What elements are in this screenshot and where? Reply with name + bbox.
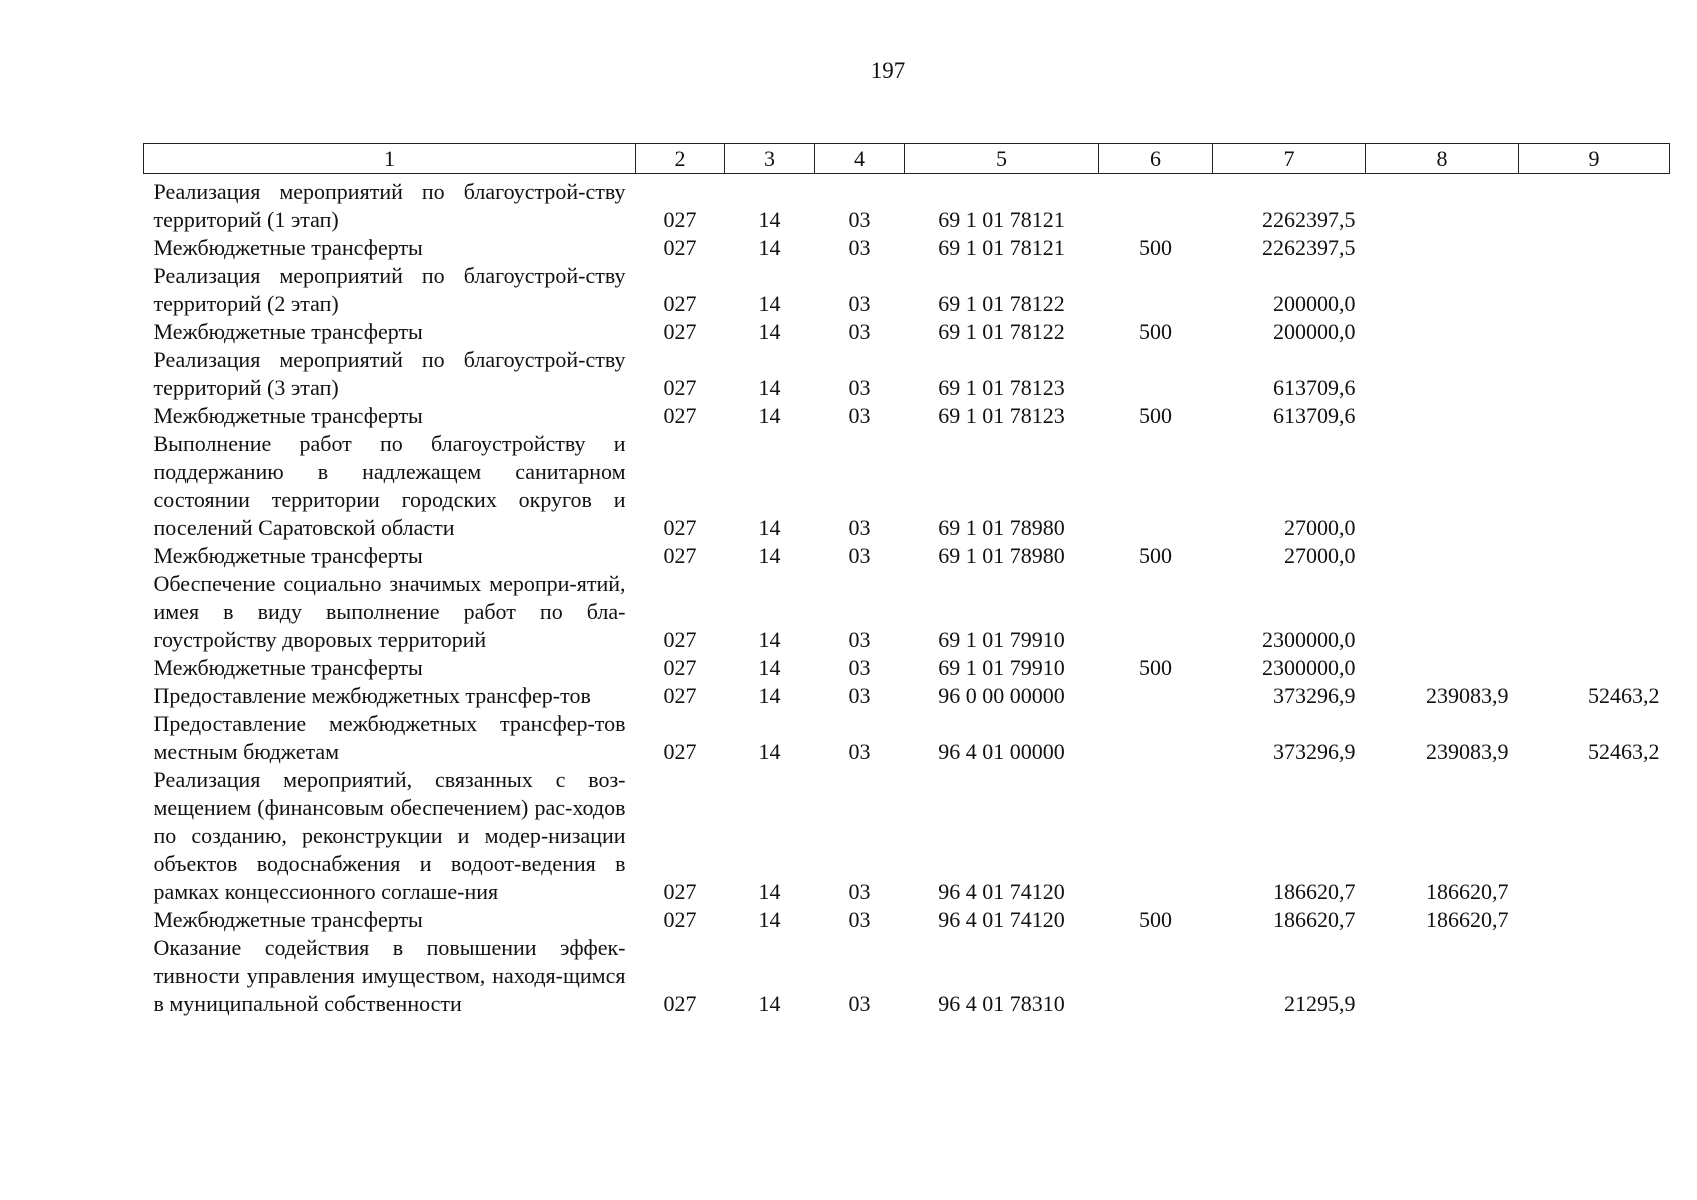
page-number: 197 xyxy=(870,58,906,83)
cell-section: 14 xyxy=(758,319,781,344)
cell-amount-9 xyxy=(1519,934,1670,1018)
cell-amount-9: 52463,2 xyxy=(1588,683,1660,708)
cell-subsection: 03 xyxy=(848,879,871,904)
cell-amount-7: 27000,0 xyxy=(1284,515,1356,540)
cell-section: 14 xyxy=(758,291,781,316)
cell-amount-9 xyxy=(1519,542,1670,570)
cell-amount-8: 239083,9 xyxy=(1426,683,1509,708)
cell-amount-9 xyxy=(1519,318,1670,346)
cell-section: 14 xyxy=(758,235,781,260)
cell-amount-9 xyxy=(1519,906,1670,934)
table-row xyxy=(144,934,1670,1018)
cell-section: 14 xyxy=(758,543,781,568)
cell-expense-type: 500 xyxy=(1139,655,1172,680)
cell-amount-7: 2300000,0 xyxy=(1262,627,1356,652)
cell-target-article: 69 1 01 79910 xyxy=(938,655,1065,680)
cell-section: 14 xyxy=(758,907,781,932)
table-header xyxy=(144,144,1670,174)
cell-section: 14 xyxy=(758,879,781,904)
cell-amount-8: 186620,7 xyxy=(1426,879,1509,904)
cell-code-admin: 027 xyxy=(663,739,697,764)
table-row xyxy=(144,402,1670,430)
cell-expense-type xyxy=(1099,682,1213,710)
row-name: Обеспечение социально значимых меропри-ятий, имея в виду выполнение работ по бла-гоустройству дворовых территорий xyxy=(153,571,626,652)
cell-amount-8: 186620,7 xyxy=(1426,907,1509,932)
cell-code-admin: 027 xyxy=(663,291,697,316)
table-row xyxy=(144,654,1670,682)
cell-amount-8 xyxy=(1366,654,1519,682)
cell-subsection: 03 xyxy=(848,627,871,652)
cell-subsection: 03 xyxy=(848,683,871,708)
row-name: Межбюджетные трансферты xyxy=(153,403,423,428)
cell-expense-type: 500 xyxy=(1139,403,1172,428)
cell-subsection: 03 xyxy=(848,907,871,932)
table-row xyxy=(144,346,1670,402)
cell-amount-7: 27000,0 xyxy=(1284,543,1356,568)
cell-expense-type xyxy=(1099,346,1213,402)
cell-amount-8 xyxy=(1366,346,1519,402)
cell-target-article: 96 4 01 74120 xyxy=(938,879,1065,904)
cell-expense-type xyxy=(1099,766,1213,906)
cell-section: 14 xyxy=(758,207,781,232)
cell-target-article: 96 4 01 74120 xyxy=(938,907,1065,932)
cell-expense-type xyxy=(1099,570,1213,654)
table-row xyxy=(144,318,1670,346)
cell-code-admin: 027 xyxy=(663,683,697,708)
row-name: Межбюджетные трансферты xyxy=(153,235,423,260)
table-row xyxy=(144,542,1670,570)
cell-code-admin: 027 xyxy=(663,543,697,568)
cell-section: 14 xyxy=(758,515,781,540)
cell-subsection: 03 xyxy=(848,207,871,232)
cell-amount-7: 186620,7 xyxy=(1273,907,1356,932)
cell-subsection: 03 xyxy=(848,291,871,316)
cell-subsection: 03 xyxy=(848,319,871,344)
cell-section: 14 xyxy=(758,403,781,428)
cell-expense-type xyxy=(1099,430,1213,542)
table-row xyxy=(144,234,1670,262)
column-header: 1 xyxy=(144,144,636,174)
cell-section: 14 xyxy=(758,375,781,400)
cell-amount-9 xyxy=(1519,402,1670,430)
cell-expense-type xyxy=(1099,710,1213,766)
cell-amount-8 xyxy=(1366,542,1519,570)
cell-code-admin: 027 xyxy=(663,655,697,680)
cell-amount-8 xyxy=(1366,402,1519,430)
cell-expense-type xyxy=(1099,934,1213,1018)
cell-subsection: 03 xyxy=(848,375,871,400)
cell-expense-type xyxy=(1099,262,1213,318)
cell-subsection: 03 xyxy=(848,515,871,540)
cell-section: 14 xyxy=(758,627,781,652)
cell-amount-8: 239083,9 xyxy=(1426,739,1509,764)
cell-amount-7: 200000,0 xyxy=(1273,319,1356,344)
cell-target-article: 69 1 01 78122 xyxy=(938,319,1065,344)
row-name: Межбюджетные трансферты xyxy=(153,655,423,680)
cell-amount-8 xyxy=(1366,934,1519,1018)
cell-subsection: 03 xyxy=(848,655,871,680)
table-row xyxy=(144,262,1670,318)
table-row xyxy=(144,682,1670,710)
cell-code-admin: 027 xyxy=(663,879,697,904)
row-name: Выполнение работ по благоустройству и поддержанию в надлежащем санитарном состоянии территории городских округов и поселений Саратовской области xyxy=(153,431,626,540)
row-name: Предоставление межбюджетных трансфер-тов местным бюджетам xyxy=(153,711,626,764)
cell-amount-9 xyxy=(1519,346,1670,402)
cell-amount-7: 2300000,0 xyxy=(1262,655,1356,680)
budget-table xyxy=(143,143,1670,1018)
cell-subsection: 03 xyxy=(848,235,871,260)
cell-subsection: 03 xyxy=(848,739,871,764)
cell-amount-7: 2262397,5 xyxy=(1262,207,1356,232)
row-name: Реализация мероприятий по благоустрой-ству территорий (3 этап) xyxy=(153,347,626,400)
cell-subsection: 03 xyxy=(848,543,871,568)
cell-amount-8 xyxy=(1366,234,1519,262)
column-header: 8 xyxy=(1366,144,1519,174)
cell-code-admin: 027 xyxy=(663,235,697,260)
row-name: Оказание содействия в повышении эффек-тивности управления имуществом, находя-щимся в муниципальной собственности xyxy=(153,935,626,1016)
cell-code-admin: 027 xyxy=(663,627,697,652)
cell-amount-8 xyxy=(1366,174,1519,235)
cell-amount-7: 613709,6 xyxy=(1273,403,1356,428)
cell-target-article: 69 1 01 79910 xyxy=(938,627,1065,652)
row-name: Реализация мероприятий по благоустрой-ству территорий (2 этап) xyxy=(153,263,626,316)
cell-code-admin: 027 xyxy=(663,403,697,428)
cell-target-article: 69 1 01 78980 xyxy=(938,543,1065,568)
column-header: 5 xyxy=(905,144,1099,174)
cell-target-article: 96 0 00 00000 xyxy=(938,683,1065,708)
column-header: 6 xyxy=(1099,144,1213,174)
cell-code-admin: 027 xyxy=(663,907,697,932)
cell-section: 14 xyxy=(758,655,781,680)
cell-amount-7: 21295,9 xyxy=(1284,991,1356,1016)
cell-amount-9 xyxy=(1519,174,1670,235)
cell-amount-9: 52463,2 xyxy=(1588,739,1660,764)
cell-amount-8 xyxy=(1366,318,1519,346)
column-header: 7 xyxy=(1213,144,1366,174)
cell-amount-7: 186620,7 xyxy=(1273,879,1356,904)
cell-amount-7: 613709,6 xyxy=(1273,375,1356,400)
row-name: Межбюджетные трансферты xyxy=(153,907,423,932)
cell-target-article: 96 4 01 78310 xyxy=(938,991,1065,1016)
row-name: Реализация мероприятий, связанных с воз-мещением (финансовым обеспечением) рас-ходов по созданию, реконструкции и модер-низации объектов водоснабжения и водоот-ведения в рамках концессионного соглаше-ния xyxy=(153,767,626,904)
table-row xyxy=(144,570,1670,654)
cell-code-admin: 027 xyxy=(663,207,697,232)
row-name: Реализация мероприятий по благоустрой-ству территорий (1 этап) xyxy=(153,179,626,232)
cell-expense-type: 500 xyxy=(1139,235,1172,260)
column-header: 3 xyxy=(725,144,815,174)
cell-code-admin: 027 xyxy=(663,515,697,540)
cell-expense-type: 500 xyxy=(1139,543,1172,568)
cell-amount-7: 200000,0 xyxy=(1273,291,1356,316)
cell-expense-type: 500 xyxy=(1139,907,1172,932)
cell-amount-8 xyxy=(1366,570,1519,654)
row-name: Предоставление межбюджетных трансфер-тов xyxy=(153,683,591,708)
cell-code-admin: 027 xyxy=(663,375,697,400)
cell-section: 14 xyxy=(758,683,781,708)
header-row xyxy=(144,144,1670,174)
cell-target-article: 96 4 01 00000 xyxy=(938,739,1065,764)
cell-section: 14 xyxy=(758,991,781,1016)
column-header: 9 xyxy=(1519,144,1670,174)
row-name: Межбюджетные трансферты xyxy=(153,543,423,568)
cell-amount-7: 2262397,5 xyxy=(1262,235,1356,260)
cell-amount-7: 373296,9 xyxy=(1273,683,1356,708)
cell-subsection: 03 xyxy=(848,991,871,1016)
column-header: 4 xyxy=(815,144,905,174)
cell-target-article: 69 1 01 78980 xyxy=(938,515,1065,540)
table-row xyxy=(144,174,1670,235)
cell-amount-9 xyxy=(1519,262,1670,318)
cell-expense-type: 500 xyxy=(1139,319,1172,344)
cell-amount-9 xyxy=(1519,234,1670,262)
cell-target-article: 69 1 01 78122 xyxy=(938,291,1065,316)
cell-amount-9 xyxy=(1519,766,1670,906)
table-body xyxy=(144,174,1670,1019)
table-row xyxy=(144,710,1670,766)
column-header: 2 xyxy=(636,144,725,174)
cell-amount-8 xyxy=(1366,262,1519,318)
cell-amount-7: 373296,9 xyxy=(1273,739,1356,764)
cell-code-admin: 027 xyxy=(663,319,697,344)
cell-amount-9 xyxy=(1519,570,1670,654)
cell-amount-9 xyxy=(1519,430,1670,542)
cell-code-admin: 027 xyxy=(663,991,697,1016)
table-row xyxy=(144,906,1670,934)
cell-subsection: 03 xyxy=(848,403,871,428)
cell-amount-9 xyxy=(1519,654,1670,682)
table-row xyxy=(144,766,1670,906)
row-name: Межбюджетные трансферты xyxy=(153,319,423,344)
cell-target-article: 69 1 01 78121 xyxy=(938,235,1065,260)
cell-target-article: 69 1 01 78123 xyxy=(938,403,1065,428)
cell-amount-8 xyxy=(1366,430,1519,542)
cell-expense-type xyxy=(1099,174,1213,235)
cell-target-article: 69 1 01 78121 xyxy=(938,207,1065,232)
cell-section: 14 xyxy=(758,739,781,764)
cell-target-article: 69 1 01 78123 xyxy=(938,375,1065,400)
table-row xyxy=(144,430,1670,542)
